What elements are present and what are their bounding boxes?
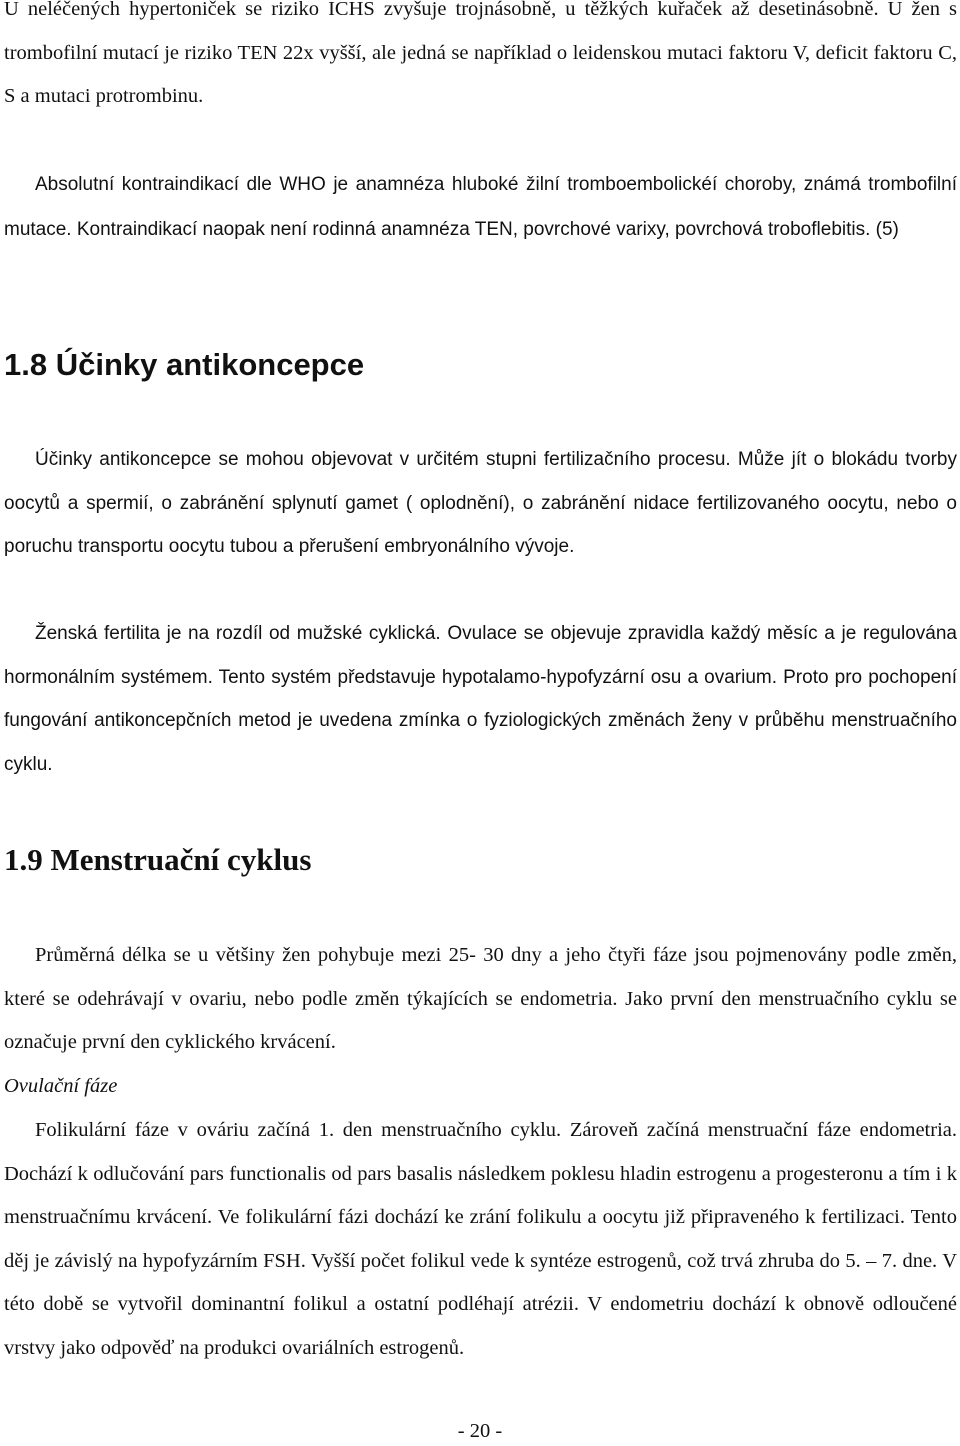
page-number: - 20 - bbox=[457, 1420, 503, 1442]
paragraph-follicular-phase: Folikulární fáze v ováriu začíná 1. den menstruačního cyklu. Zároveň začíná menstruační fáze endometria. Dochází k odlučování pars functionalis od pars basalis následkem poklesu hladin estrogenu a progesteronu a tím i k menstruačnímu krvácení. Ve folikulární fázi dochází ke zrání folikulu a oocytu již připraveného k fertilizaci. Tento děj je závislý na hypofyzárním FSH. Vyšší počet folikul vede k syntéze estrogenů, což trvá zhruba do 5. – 7. dne. V této době se vytvořil dominantní folikul a ostatní podléhají atrézii. V endometriu dochází k obnově odloučené vrstvy jako odpověď na produkci ovariálních estrogenů. bbox=[4, 1119, 957, 1359]
heading-1-9: 1.9 Menstruační cyklus bbox=[4, 842, 312, 877]
paragraph-who-contraindications: Absolutní kontraindikací dle WHO je anamnéza hluboké žilní tromboembolickéí choroby, známá trombofilní mutace. Kontraindikací naopak není rodinná anamnéza TEN, povrchové varixy, povrchová troboflebitis. (5) bbox=[4, 174, 957, 240]
paragraph-hypertension-risk: U neléčených hypertoniček se riziko ICHS zvyšuje trojnásobně, u těžkých kuřaček až desetinásobně. U žen s trombofilní mutací je riziko TEN 22x vyšší, ale jedná se například o leidenskou mutaci faktoru V, deficit faktoru C, S a mutaci protrombinu. bbox=[4, 0, 957, 108]
heading-1-8: 1.8 Účinky antikoncepce bbox=[4, 347, 365, 382]
paragraph-female-fertility: Ženská fertilita je na rozdíl od mužské cyklická. Ovulace se objevuje zpravidla každý měsíc a je regulována hormonálním systémem. Tento systém představuje hypotalamo-hypofyzární osu a ovarium. Proto pro pochopení fungování antikoncepčních metod je uvedena zmínka o fyziologických změnách ženy v průběhu menstruačního cyklu. bbox=[4, 623, 957, 775]
subheading-ovulacni-faze: Ovulační fáze bbox=[4, 1075, 118, 1097]
paragraph-contraception-effects: Účinky antikoncepce se mohou objevovat v určitém stupni fertilizačního procesu. Může jít o blokádu tvorby oocytů a spermií, o zabránění splynutí gamet ( oplodnění), o zabránění nidace fertilizovaného oocytu, nebo o poruchu transportu oocytu tubou a přerušení embryonálního vývoje. bbox=[4, 449, 957, 557]
paragraph-cycle-length: Průměrná délka se u většiny žen pohybuje mezi 25- 30 dny a jeho čtyři fáze jsou pojmenovány podle změn, které se odehrávají v ovariu, nebo podle změn týkajících se endometria. Jako první den menstruačního cyklu se označuje první den cyklického krvácení. bbox=[4, 944, 957, 1053]
